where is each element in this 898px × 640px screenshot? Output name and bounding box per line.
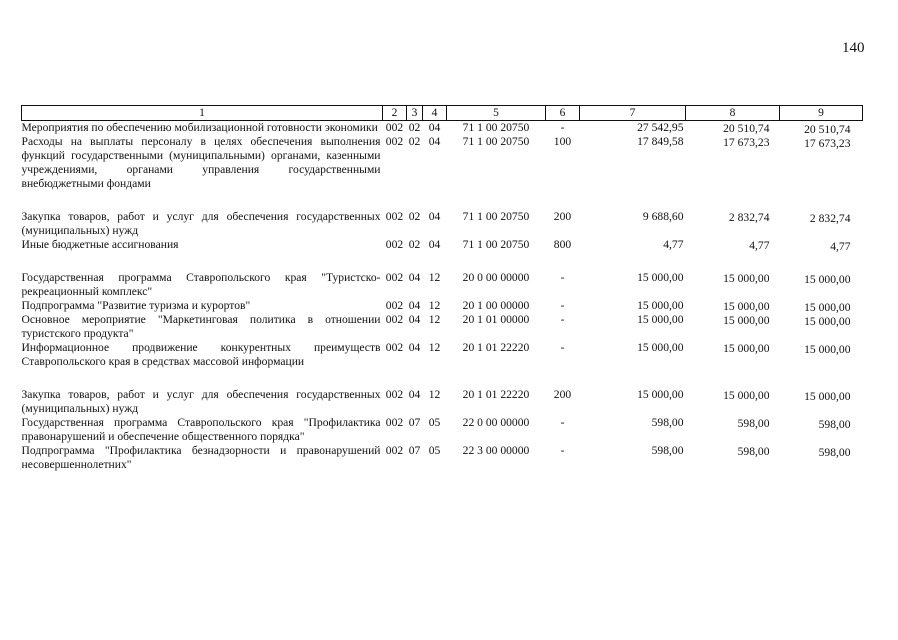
row-description: Государственная программа Ставропольского края "Профилактика правонарушений и обеспечение общественного порядка" [21, 416, 381, 443]
cell-target-article: 71 1 00 20750 [462, 121, 530, 134]
cell-expense-type: 200 [553, 388, 572, 401]
column-header: 5 [447, 106, 546, 121]
column-header: 1 [22, 106, 383, 121]
cell-target-article: 20 1 01 22220 [462, 341, 530, 354]
cell-expense-type: - [560, 271, 565, 284]
cell-section: 04 [408, 271, 421, 284]
cell-amount-col7: 598,00 [651, 444, 684, 457]
cell-amount-col7: 27 542,95 [637, 121, 684, 134]
cell-amount-col7: 598,00 [651, 416, 684, 429]
cell-amount-col8: 15 000,00 [723, 314, 770, 327]
cell-subsection: 12 [428, 341, 441, 354]
cell-amount-col9: 598,00 [818, 446, 851, 459]
table-row [22, 444, 863, 472]
cell-amount-col8: 15 000,00 [723, 272, 770, 285]
cell-amount-col8: 598,00 [737, 417, 770, 430]
cell-amount-col9: 15 000,00 [804, 301, 851, 314]
header-row [22, 106, 863, 121]
cell-expense-type: - [560, 313, 565, 326]
cell-ministry-code: 002 [385, 121, 404, 134]
cell-amount-col8: 15 000,00 [723, 389, 770, 402]
cell-amount-col9: 15 000,00 [804, 390, 851, 403]
row-spacer [22, 369, 863, 388]
cell-amount-col9: 20 510,74 [804, 123, 851, 136]
cell-ministry-code: 002 [385, 416, 404, 429]
column-header: 6 [546, 106, 580, 121]
cell-amount-col7: 15 000,00 [637, 271, 684, 284]
cell-amount-col8: 4,77 [749, 239, 770, 252]
table-row [22, 238, 863, 252]
cell-amount-col7: 15 000,00 [637, 313, 684, 326]
row-description: Подпрограмма "Профилактика безнадзорности и правонарушений несовершеннолетних" [21, 444, 381, 471]
table-row [22, 388, 863, 416]
cell-ministry-code: 002 [385, 388, 404, 401]
cell-section: 04 [408, 299, 421, 312]
cell-target-article: 22 3 00 00000 [462, 444, 530, 457]
cell-subsection: 04 [428, 135, 441, 148]
column-header: 4 [423, 106, 447, 121]
cell-amount-col8: 15 000,00 [723, 342, 770, 355]
cell-amount-col8: 598,00 [737, 445, 770, 458]
cell-ministry-code: 002 [385, 135, 404, 148]
cell-target-article: 71 1 00 20750 [462, 210, 530, 223]
cell-amount-col8: 2 832,74 [728, 211, 770, 224]
cell-target-article: 71 1 00 20750 [462, 238, 530, 251]
page-number: 140 [842, 40, 865, 56]
cell-amount-col7: 9 688,60 [642, 210, 684, 223]
cell-target-article: 20 1 00 00000 [462, 299, 530, 312]
cell-expense-type: 800 [553, 238, 572, 251]
cell-amount-col9: 15 000,00 [804, 315, 851, 328]
table-row [22, 341, 863, 369]
cell-section: 02 [408, 238, 421, 251]
cell-amount-col9: 2 832,74 [809, 212, 851, 225]
cell-expense-type: - [560, 416, 565, 429]
cell-amount-col9: 598,00 [818, 418, 851, 431]
row-description: Иные бюджетные ассигнования [21, 238, 179, 251]
cell-expense-type: - [560, 299, 565, 312]
cell-target-article: 20 0 00 00000 [462, 271, 530, 284]
cell-amount-col8: 15 000,00 [723, 300, 770, 313]
table-row [22, 135, 863, 191]
cell-amount-col8: 20 510,74 [723, 122, 770, 135]
cell-amount-col7: 15 000,00 [637, 388, 684, 401]
cell-section: 02 [408, 135, 421, 148]
cell-amount-col8: 17 673,23 [723, 136, 770, 149]
table-row [22, 313, 863, 341]
cell-section: 07 [408, 416, 421, 429]
budget-table [21, 105, 863, 472]
cell-target-article: 22 0 00 00000 [462, 416, 530, 429]
row-description: Мероприятия по обеспечению мобилизационной готовности экономики [21, 121, 378, 134]
row-description: Закупка товаров, работ и услуг для обеспечения государственных (муниципальных) нужд [21, 388, 381, 415]
cell-amount-col9: 15 000,00 [804, 343, 851, 356]
cell-ministry-code: 002 [385, 299, 404, 312]
cell-ministry-code: 002 [385, 238, 404, 251]
cell-section: 07 [408, 444, 421, 457]
cell-expense-type: - [560, 121, 565, 134]
cell-subsection: 04 [428, 210, 441, 223]
cell-subsection: 05 [428, 416, 441, 429]
cell-ministry-code: 002 [385, 444, 404, 457]
table-row [22, 271, 863, 299]
table-row [22, 299, 863, 313]
cell-target-article: 71 1 00 20750 [462, 135, 530, 148]
cell-expense-type: 200 [553, 210, 572, 223]
cell-amount-col7: 15 000,00 [637, 299, 684, 312]
cell-section: 02 [408, 121, 421, 134]
row-description: Информационное продвижение конкурентных преимуществ Ставропольского края в средствах массовой информации [21, 341, 381, 368]
cell-expense-type: - [560, 341, 565, 354]
table-row [22, 416, 863, 444]
cell-amount-col9: 4,77 [830, 240, 851, 253]
cell-section: 04 [408, 313, 421, 326]
cell-amount-col7: 15 000,00 [637, 341, 684, 354]
cell-ministry-code: 002 [385, 271, 404, 284]
cell-amount-col7: 4,77 [663, 238, 684, 251]
cell-expense-type: 100 [553, 135, 572, 148]
cell-amount-col7: 17 849,58 [637, 135, 684, 148]
cell-subsection: 05 [428, 444, 441, 457]
cell-ministry-code: 002 [385, 210, 404, 223]
row-description: Государственная программа Ставропольского края "Туристско-рекреационный комплекс" [21, 271, 381, 298]
cell-subsection: 12 [428, 313, 441, 326]
cell-section: 02 [408, 210, 421, 223]
row-description: Расходы на выплаты персоналу в целях обеспечения выполнения функций государственными (муниципальными) органами, казенными учреждениями, органами управления государственными внебюджетными фондами [21, 135, 381, 190]
cell-target-article: 20 1 01 22220 [462, 388, 530, 401]
column-header: 8 [686, 106, 780, 121]
column-header: 9 [780, 106, 863, 121]
cell-subsection: 12 [428, 388, 441, 401]
cell-section: 04 [408, 388, 421, 401]
row-spacer [22, 191, 863, 210]
row-description: Подпрограмма "Развитие туризма и курортов" [21, 299, 251, 312]
cell-ministry-code: 002 [385, 341, 404, 354]
row-description: Закупка товаров, работ и услуг для обеспечения государственных (муниципальных) нужд [21, 210, 381, 237]
cell-expense-type: - [560, 444, 565, 457]
table-row [22, 121, 863, 136]
table-row [22, 210, 863, 238]
cell-subsection: 12 [428, 299, 441, 312]
cell-subsection: 04 [428, 238, 441, 251]
column-header: 3 [407, 106, 423, 121]
cell-subsection: 12 [428, 271, 441, 284]
row-spacer [22, 252, 863, 271]
column-header: 7 [580, 106, 686, 121]
cell-ministry-code: 002 [385, 313, 404, 326]
cell-section: 04 [408, 341, 421, 354]
column-header: 2 [383, 106, 407, 121]
cell-subsection: 04 [428, 121, 441, 134]
cell-target-article: 20 1 01 00000 [462, 313, 530, 326]
row-description: Основное мероприятие "Маркетинговая политика в отношении туристского продукта" [21, 313, 381, 340]
cell-amount-col9: 15 000,00 [804, 273, 851, 286]
cell-amount-col9: 17 673,23 [804, 137, 851, 150]
